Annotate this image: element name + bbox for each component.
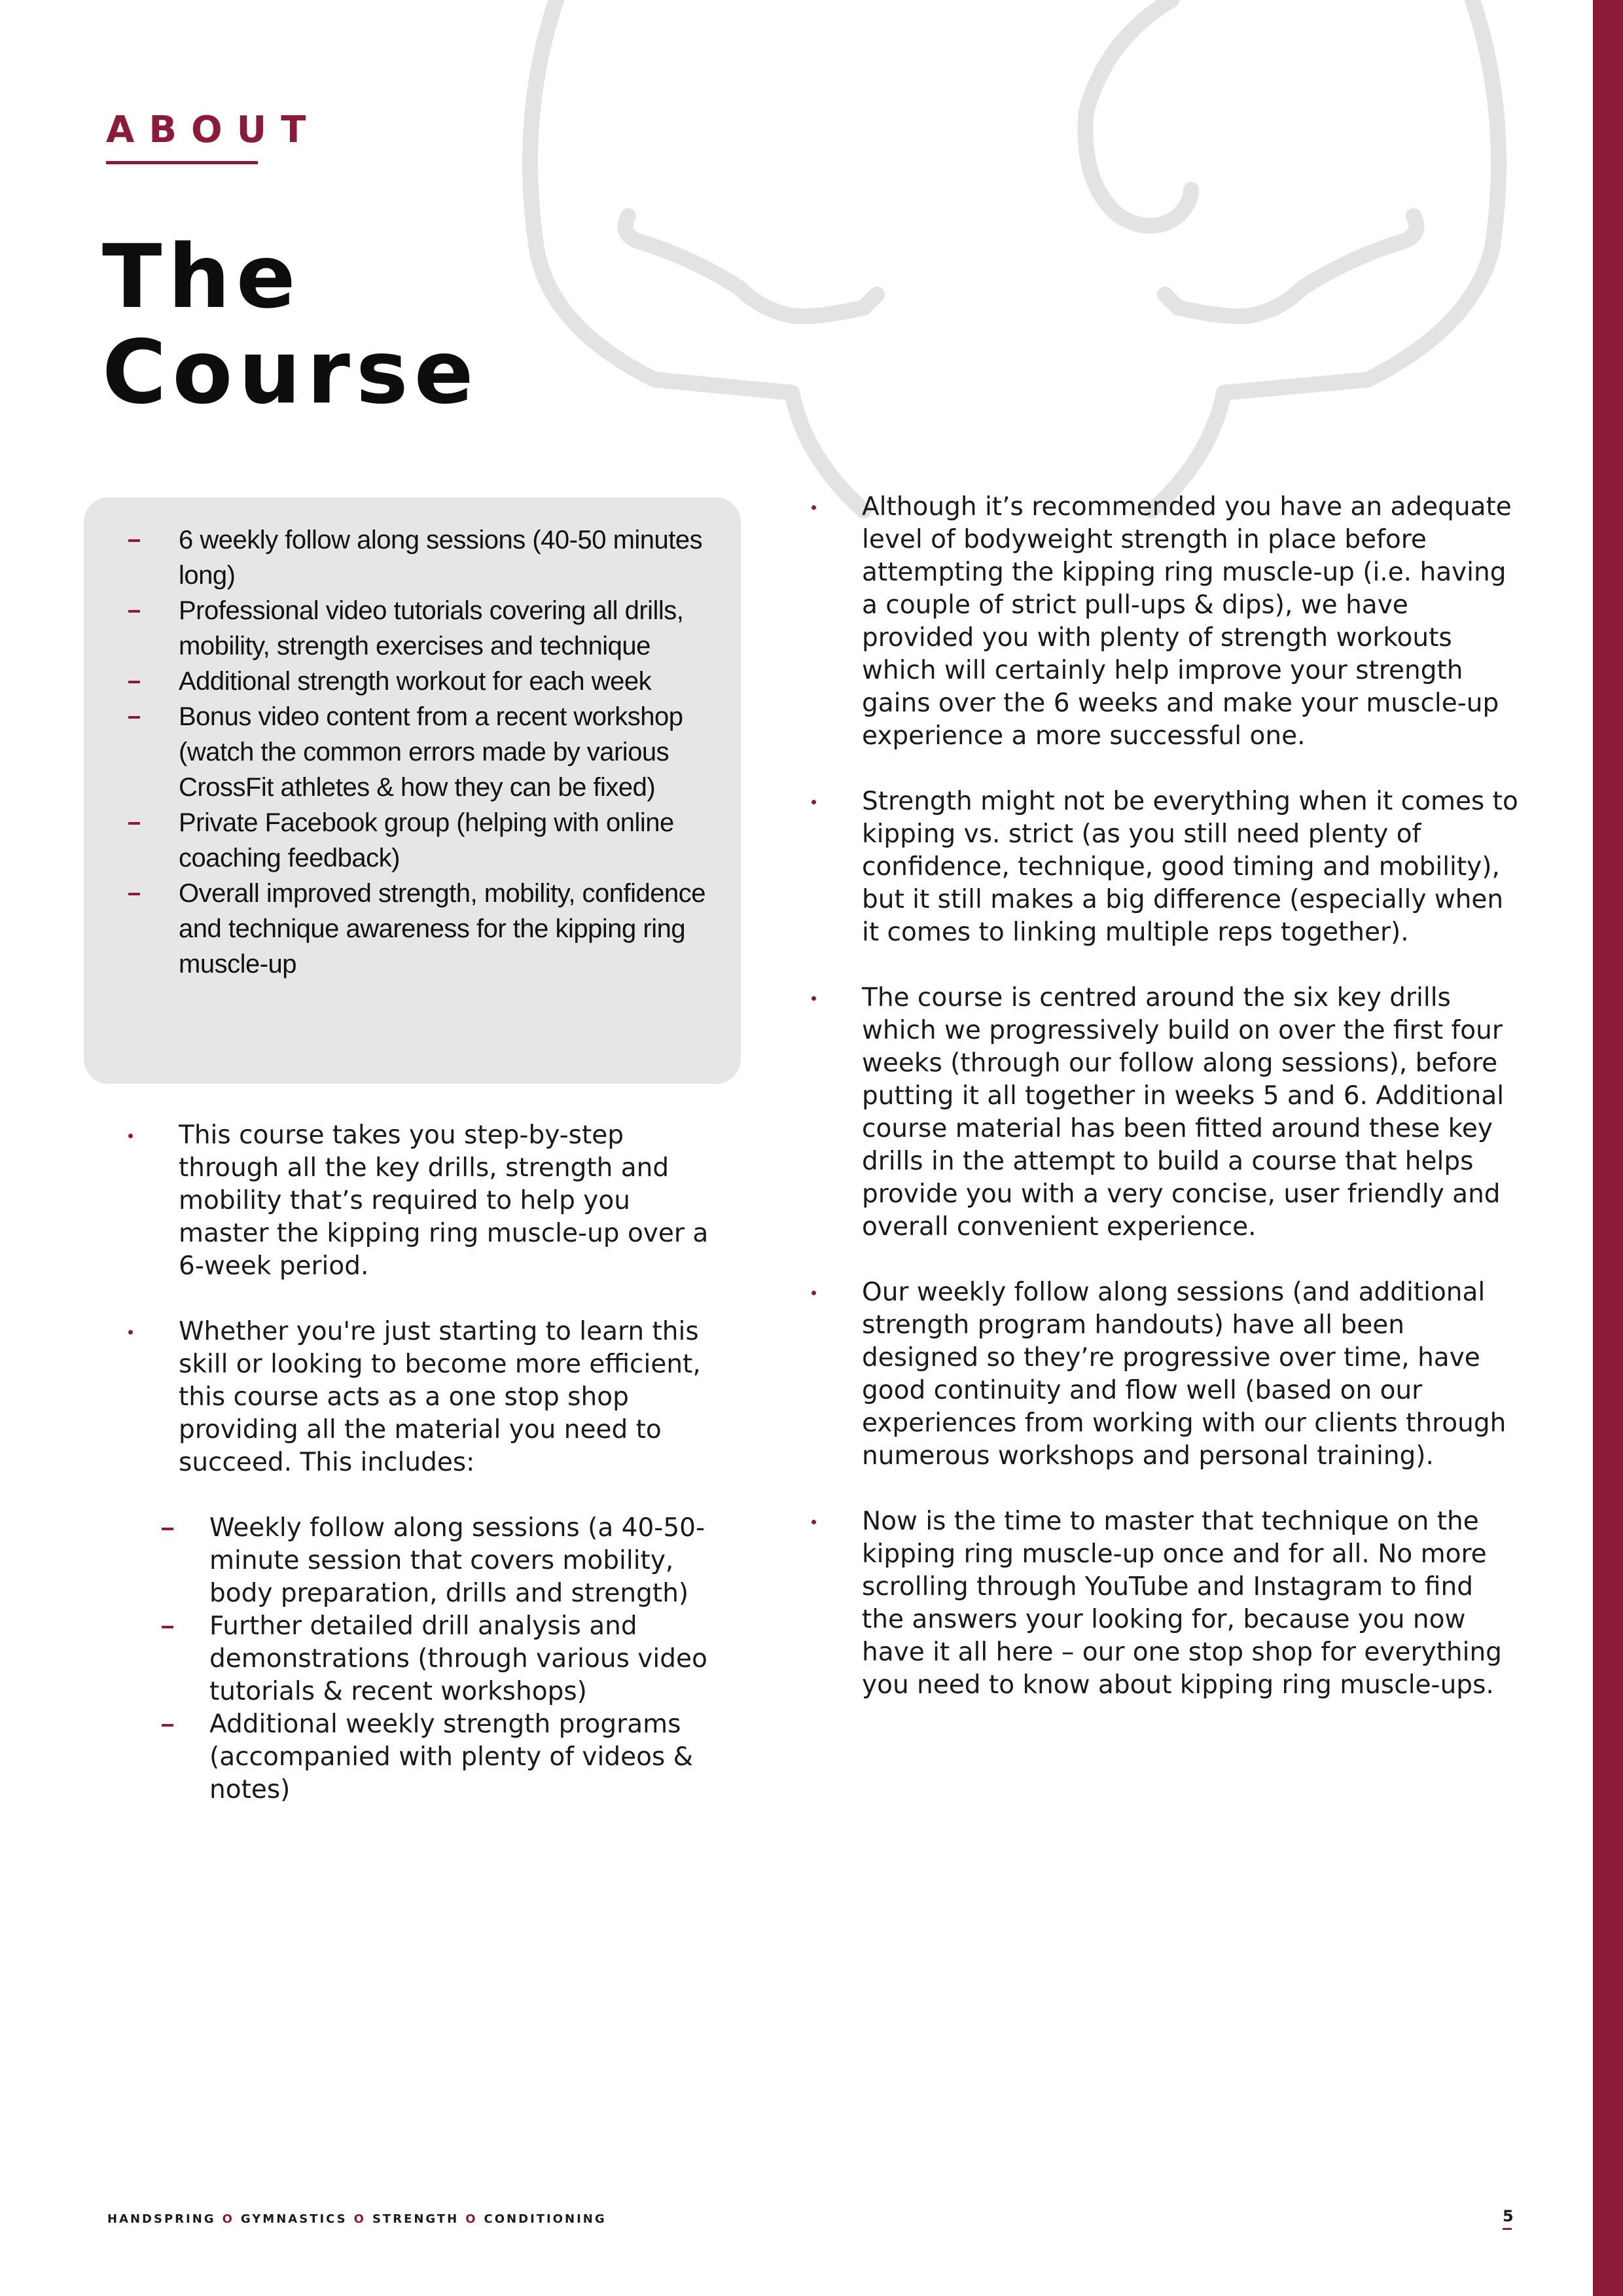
footer-brand [107, 2212, 607, 2226]
includes-item: Additional weekly strength programs (accompanied with plenty of videos & notes) [162, 1708, 717, 1806]
footer-separator: O [465, 2212, 478, 2226]
feature-item: 6 weekly follow along sessions (40-50 minutes long) [128, 522, 717, 593]
title-line-1: The [102, 226, 302, 328]
right-bullets [812, 491, 1518, 1702]
feature-item: Private Facebook group (helping with online coaching feedback) [128, 805, 717, 876]
page-number-underline [1503, 2228, 1512, 2230]
bullet-paragraph [128, 1119, 717, 1283]
title-line-2: Course [102, 321, 480, 423]
section-label: ABOUT [106, 109, 321, 151]
bullet-paragraph: Now is the time to master that technique on the kipping ring muscle-up once and for all. No more scrolling through YouTube and Instagram to find the answers your looking for, because you now have it all here – our one stop shop for everything you need to know about kipping ring muscle-ups. [812, 1505, 1518, 1702]
feature-item: Professional video tutorials covering all drills, mobility, strength exercises and technique [128, 593, 717, 664]
feature-item: Overall improved strength, mobility, confidence and technique awareness for the kipping ring muscle-up [128, 876, 717, 982]
right-column [812, 491, 1518, 1734]
footer-word: CONDITIONING [484, 2212, 607, 2226]
includes-item: Weekly follow along sessions (a 40-50-minute session that covers mobility, body preparation, drills and strength) [162, 1512, 717, 1610]
footer-separator: O [222, 2212, 234, 2226]
footer-word: GYMNASTICS [240, 2212, 348, 2226]
left-column [128, 1119, 717, 1839]
feature-item: Additional strength workout for each week [128, 664, 717, 699]
footer-word: HANDSPRING [107, 2212, 216, 2226]
bullet-paragraph [128, 1316, 717, 1806]
paragraph-text: This course takes you step-by-step through all the key drills, strength and mobility that’s required to help you master the kipping ring muscle-up over a 6-week period. [179, 1121, 709, 1281]
bullet-paragraph: Strength might not be everything when it comes to kipping vs. strict (as you still need plenty of confidence, technique, good timing and mobility), but it still makes a big difference (especially when it comes to linking multiple reps together). [812, 785, 1518, 949]
muscle-figure-watermark-icon [497, 0, 1558, 524]
footer-word: STRENGTH [372, 2212, 459, 2226]
page-number: 5 [1503, 2207, 1514, 2225]
includes-item: Further detailed drill analysis and demonstrations (through various video tutorials & recent workshops) [162, 1610, 717, 1708]
footer-separator: O [353, 2212, 366, 2226]
left-bullets [128, 1119, 717, 1806]
feature-item: Bonus video content from a recent workshop (watch the common errors made by various CrossFit athletes & how they can be fixed) [128, 699, 717, 805]
course-features-list [128, 522, 717, 982]
page-title [102, 226, 480, 423]
includes-list [162, 1512, 717, 1806]
bullet-paragraph: Our weekly follow along sessions (and additional strength program handouts) have all been designed so they’re progressive over time, have good continuity and flow well (based on our experiences from working with our clients through numerous workshops and personal training). [812, 1276, 1518, 1473]
section-label-underline [106, 161, 258, 164]
bullet-paragraph: The course is centred around the six key drills which we progressively build on over the first four weeks (through our follow along sessions), before putting it all together in weeks 5 and 6. Additional course material has been fitted around these key drills in the attempt to build a course that helps provide you with a very concise, user friendly and overall convenient experience. [812, 982, 1518, 1244]
bullet-paragraph: Although it’s recommended you have an adequate level of bodyweight strength in place before attempting the kipping ring muscle-up (i.e. having a couple of strict pull-ups & dips), we have provided you with plenty of strength workouts which will certainly help improve your strength gains over the 6 weeks and make your muscle-up experience a more successful one. [812, 491, 1518, 753]
right-accent-bar [1593, 0, 1623, 2296]
paragraph-text: Whether you're just starting to learn this skill or looking to become more efficient, this course acts as a one stop shop providing all the material you need to succeed. This includes: [179, 1317, 701, 1477]
